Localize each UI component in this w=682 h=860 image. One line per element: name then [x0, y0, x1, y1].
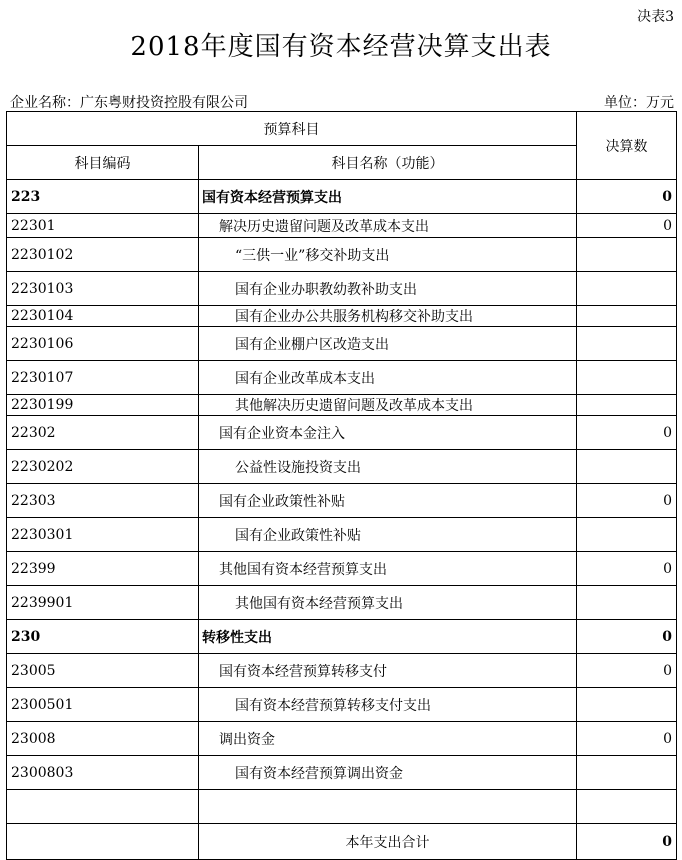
unit-label: 单位：万元 — [604, 95, 674, 111]
row-amount — [577, 450, 677, 484]
form-number: 决表3 — [637, 9, 674, 25]
row-code: 2230107 — [7, 361, 199, 395]
table-row — [7, 654, 677, 688]
table-row-empty — [7, 790, 677, 824]
row-code: 2300501 — [7, 688, 199, 722]
row-amount — [577, 238, 677, 272]
row-amount — [577, 518, 677, 552]
row-name: 国有企业棚户区改造支出 — [199, 327, 577, 361]
row-amount — [577, 688, 677, 722]
table-row — [7, 395, 677, 416]
amount-header: 决算数 — [577, 112, 677, 180]
row-name: 国有资本经营预算支出 — [199, 180, 577, 214]
row-name: 国有企业办公共服务机构移交补助支出 — [199, 306, 577, 327]
row-name: 国有资本经营预算转移支付支出 — [199, 688, 577, 722]
row-amount — [577, 361, 677, 395]
table-row — [7, 272, 677, 306]
row-code: 22303 — [7, 484, 199, 518]
table-row — [7, 620, 677, 654]
table-row — [7, 484, 677, 518]
row-code: 2230103 — [7, 272, 199, 306]
row-amount: 0 — [577, 180, 677, 214]
row-code: 2230301 — [7, 518, 199, 552]
row-amount — [577, 327, 677, 361]
row-amount: 0 — [577, 722, 677, 756]
row-code: 2239901 — [7, 586, 199, 620]
row-amount: 0 — [577, 552, 677, 586]
row-name: 调出资金 — [199, 722, 577, 756]
row-code: 2230102 — [7, 238, 199, 272]
table-row — [7, 688, 677, 722]
row-name: 其他国有资本经营预算支出 — [199, 586, 577, 620]
row-amount — [577, 756, 677, 790]
row-amount — [577, 790, 677, 824]
row-name: “三供一业”移交补助支出 — [199, 238, 577, 272]
table-row — [7, 180, 677, 214]
row-amount: 0 — [577, 620, 677, 654]
row-code: 230 — [7, 620, 199, 654]
row-code: 2300803 — [7, 756, 199, 790]
row-amount — [577, 272, 677, 306]
total-row — [7, 824, 677, 860]
row-name: 国有企业政策性补贴 — [199, 484, 577, 518]
row-code: 2230202 — [7, 450, 199, 484]
row-amount — [577, 395, 677, 416]
row-amount: 0 — [577, 214, 677, 238]
table-row — [7, 722, 677, 756]
row-amount — [577, 306, 677, 327]
company-name: 企业名称：广东粤财投资控股有限公司 — [10, 95, 248, 111]
row-name: 公益性设施投资支出 — [199, 450, 577, 484]
row-code: 2230104 — [7, 306, 199, 327]
row-code: 22302 — [7, 416, 199, 450]
row-code: 23005 — [7, 654, 199, 688]
table-row — [7, 518, 677, 552]
row-name: 国有企业政策性补贴 — [199, 518, 577, 552]
table-row — [7, 586, 677, 620]
row-code — [7, 790, 199, 824]
row-name: 国有资本经营预算调出资金 — [199, 756, 577, 790]
code-header: 科目编码 — [7, 146, 199, 180]
total-code-cell — [7, 824, 199, 860]
row-code: 22399 — [7, 552, 199, 586]
row-code: 223 — [7, 180, 199, 214]
row-amount — [577, 586, 677, 620]
row-amount: 0 — [577, 416, 677, 450]
row-name: 转移性支出 — [199, 620, 577, 654]
table-row — [7, 214, 677, 238]
table-row — [7, 361, 677, 395]
row-name — [199, 790, 577, 824]
row-name: 其他国有资本经营预算支出 — [199, 552, 577, 586]
expenditure-table — [6, 111, 677, 860]
table-row — [7, 306, 677, 327]
row-code: 2230199 — [7, 395, 199, 416]
row-name: 国有企业资本金注入 — [199, 416, 577, 450]
table-row — [7, 327, 677, 361]
table-row — [7, 552, 677, 586]
row-code: 23008 — [7, 722, 199, 756]
row-name: 解决历史遗留问题及改革成本支出 — [199, 214, 577, 238]
page-title: 2018年度国有资本经营决算支出表 — [130, 32, 552, 62]
total-amount: 0 — [577, 824, 677, 860]
budget-subject-header: 预算科目 — [7, 112, 577, 146]
row-name: 国有资本经营预算转移支付 — [199, 654, 577, 688]
row-amount: 0 — [577, 484, 677, 518]
row-name: 国有企业改革成本支出 — [199, 361, 577, 395]
table-row — [7, 238, 677, 272]
row-amount: 0 — [577, 654, 677, 688]
table-row — [7, 450, 677, 484]
total-label: 本年支出合计 — [199, 824, 577, 860]
table-row — [7, 756, 677, 790]
table-row — [7, 416, 677, 450]
row-name: 其他解决历史遗留问题及改革成本支出 — [199, 395, 577, 416]
row-name: 国有企业办职教幼教补助支出 — [199, 272, 577, 306]
name-header: 科目名称（功能） — [199, 146, 577, 180]
row-code: 2230106 — [7, 327, 199, 361]
row-code: 22301 — [7, 214, 199, 238]
